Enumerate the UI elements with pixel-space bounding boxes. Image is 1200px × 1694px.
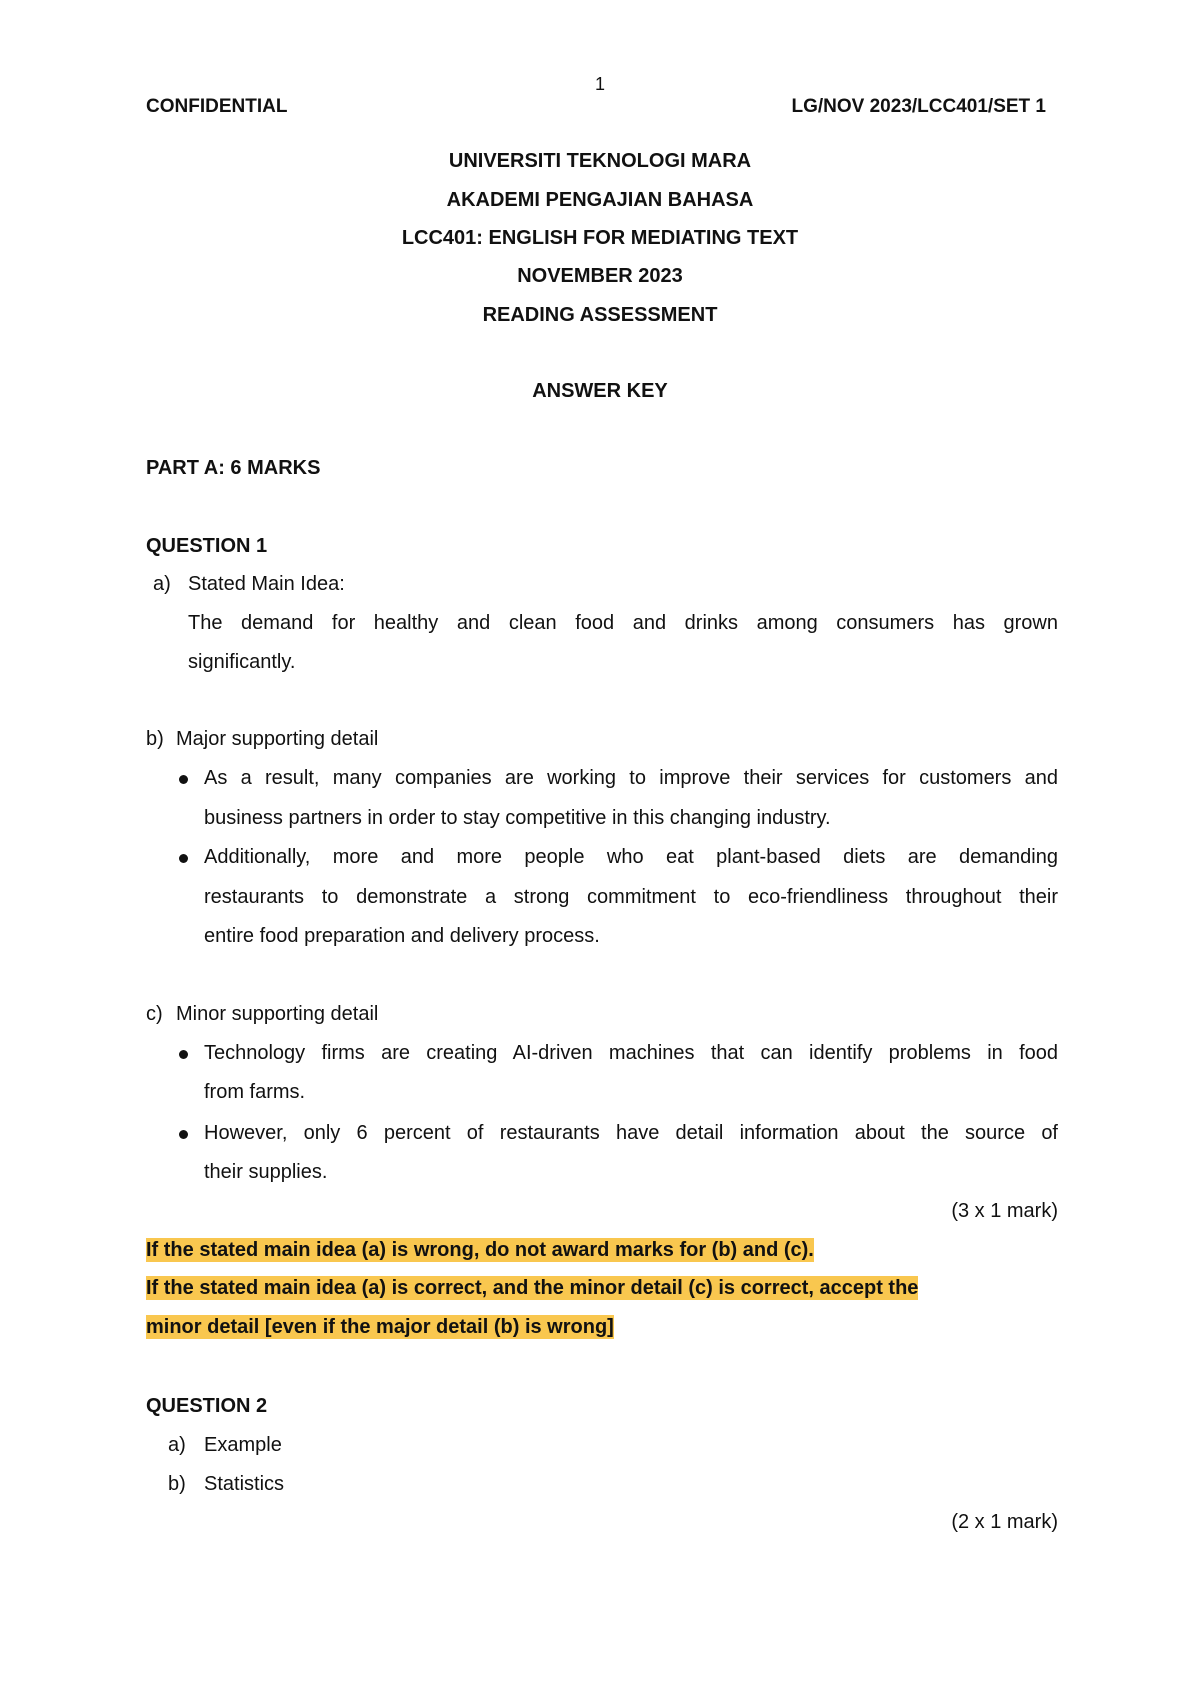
q1c-marker: c) — [146, 1003, 163, 1025]
question2-heading: QUESTION 2 — [146, 1395, 268, 1417]
q1a-main-idea-line1: The demand for healthy and clean food and drinks among consumers has grown — [188, 612, 1058, 634]
q1a-label: Stated Main Idea: — [188, 573, 345, 595]
q2a-marker: a) — [168, 1434, 186, 1456]
title-academy: AKADEMI PENGAJIAN BAHASA — [446, 189, 754, 211]
header-confidential: CONFIDENTIAL — [146, 96, 288, 117]
part-a-heading: PART A: 6 MARKS — [146, 457, 321, 479]
title-answer-key: ANSWER KEY — [532, 380, 668, 402]
q2b-text: Statistics — [204, 1473, 285, 1495]
header-code: LG/NOV 2023/LCC401/SET 1 — [791, 96, 1046, 117]
q1a-marker: a) — [153, 573, 171, 595]
q1-note-correct-text1: If the stated main idea (a) is correct, and the minor detail (c) is correct, accept the — [146, 1277, 919, 1299]
q1-note-wrong-text: If the stated main idea (a) is wrong, do not award marks for (b) and (c). — [146, 1239, 814, 1261]
title-assessment: READING ASSESSMENT — [482, 304, 718, 326]
q1-marks: (3 x 1 mark) — [951, 1200, 1058, 1222]
q2b-marker: b) — [168, 1473, 186, 1495]
q1-note-wrong — [146, 1239, 814, 1262]
bullet-dot-icon — [179, 1130, 188, 1139]
q1c-bullet2-line1: However, only 6 percent of restaurants have detail information about the source of — [204, 1122, 1058, 1144]
q1b-bullet1-line2: business partners in order to stay competitive in this changing industry. — [204, 807, 831, 829]
title-course: LCC401: ENGLISH FOR MEDIATING TEXT — [401, 227, 799, 249]
bullet-dot-icon — [179, 854, 188, 863]
bullet-dot-icon — [179, 1050, 188, 1059]
q1c-label: Minor supporting detail — [176, 1003, 379, 1025]
q1c-bullet1-line1: Technology firms are creating AI-driven machines that can identify problems in food — [204, 1042, 1058, 1064]
title-university: UNIVERSITI TEKNOLOGI MARA — [448, 150, 752, 172]
q1b-label: Major supporting detail — [176, 728, 379, 750]
q1-note-correct-text2: minor detail [even if the major detail (b) is wrong] — [146, 1316, 614, 1338]
q1c-bullet2-line2: their supplies. — [204, 1161, 328, 1183]
q1b-bullet2-line3: entire food preparation and delivery process. — [204, 925, 600, 947]
page-number: 1 — [594, 74, 605, 94]
bullet-dot-icon — [179, 775, 188, 784]
q1b-marker: b) — [146, 728, 164, 750]
q1b-bullet1-line1: As a result, many companies are working to improve their services for customers and — [204, 767, 1058, 789]
q1-note-correct-line1 — [146, 1277, 918, 1300]
q1b-bullet2-line1: Additionally, more and more people who eat plant-based diets are demanding — [204, 846, 1058, 868]
q1-note-correct-line2 — [146, 1316, 614, 1339]
q1a-main-idea-line2: significantly. — [188, 651, 296, 673]
q1c-bullet1-line2: from farms. — [204, 1081, 306, 1103]
q2-marks: (2 x 1 mark) — [951, 1511, 1058, 1533]
q1b-bullet2-line2: restaurants to demonstrate a strong commitment to eco-friendliness throughout their — [204, 886, 1058, 908]
title-date: NOVEMBER 2023 — [517, 265, 683, 287]
q2a-text: Example — [204, 1434, 282, 1456]
question1-heading: QUESTION 1 — [146, 535, 268, 557]
